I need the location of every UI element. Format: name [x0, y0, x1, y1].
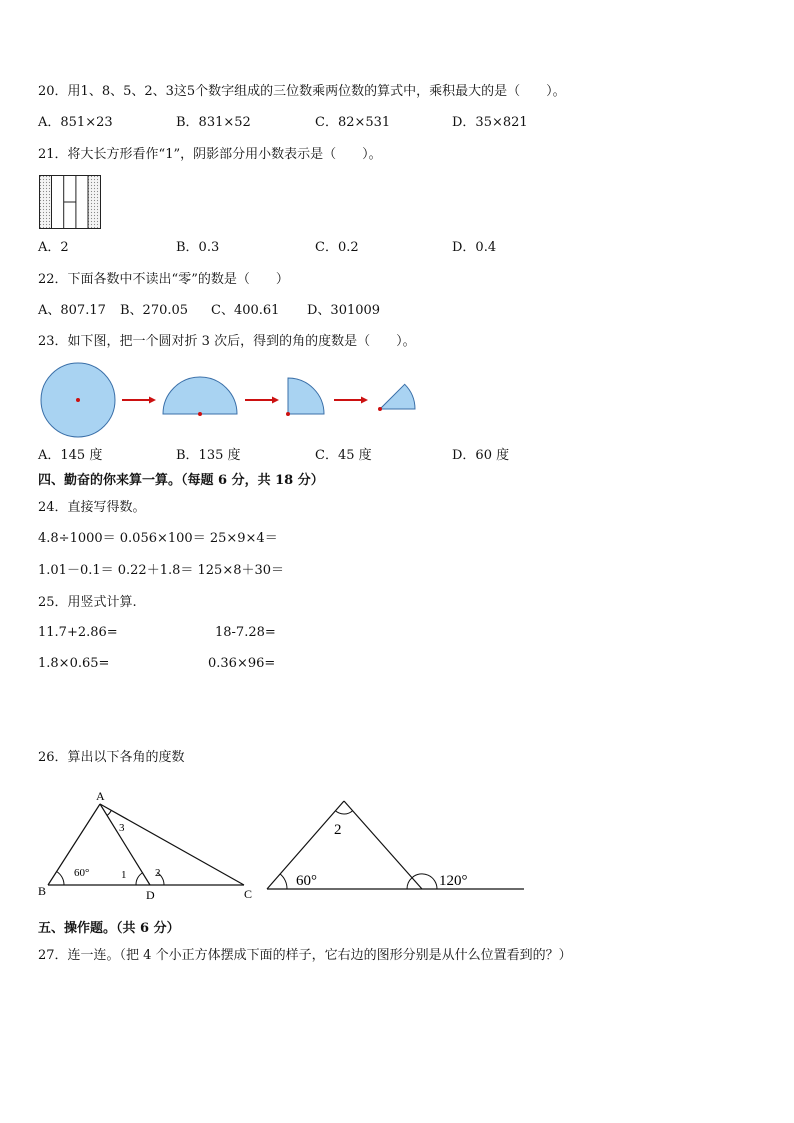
q26-triangle-abc-figure — [36, 788, 261, 903]
q21-option-b: B．0.3 — [176, 240, 220, 255]
quarter-circle-center-dot — [286, 412, 290, 416]
q21-rectangle-figure — [39, 175, 101, 229]
arrow-icon — [149, 397, 156, 404]
angle-1-label: 1 — [121, 869, 127, 881]
vertex-b-label: B — [38, 884, 47, 898]
q26-triangle-exterior-angle-figure — [262, 793, 527, 895]
q25-item-1: 11.7+2.86= — [38, 625, 118, 640]
q23-option-a: A．145 度 — [38, 448, 103, 463]
vertex-a-label: A — [96, 789, 105, 803]
q21-shaded-part-left — [40, 176, 52, 229]
q21-stem: 21．将大长方形看作“1”，阴影部分用小数表示是（ ）。 — [38, 147, 382, 162]
eighth-circle-center-dot — [378, 407, 382, 411]
angle-2-label: 2 — [334, 822, 342, 838]
q27-stem: 27．连一连。（把 4 个小正方体摆成下面的样子，它右边的图形分别是从什么位置看到的？） — [38, 948, 572, 963]
q22-option-d: D、301009 — [307, 303, 381, 318]
half-circle-center-dot — [198, 412, 202, 416]
q22-option-a: A、807.17 — [38, 303, 106, 318]
vertex-d-label: D — [146, 888, 155, 902]
quarter-circle — [288, 378, 324, 414]
q23-option-b: B．135 度 — [176, 448, 241, 463]
q20-option-a: A．851×23 — [38, 115, 113, 130]
q25-item-2: 18-7.28= — [215, 625, 276, 640]
q26-stem: 26．算出以下各角的度数 — [38, 750, 185, 765]
angle-60-label: 60° — [296, 873, 317, 889]
half-circle — [163, 377, 237, 414]
arrow-icon — [361, 397, 368, 404]
q20-option-d: D．35×821 — [452, 115, 528, 130]
q20-stem: 20．用1、8、5、2、3这5个数字组成的三位数乘两位数的算式中，乘积最大的是（ ）。 — [38, 84, 566, 99]
q22-option-b: B、270.05 — [120, 303, 189, 318]
q25-item-4: 0.36×96= — [208, 656, 276, 671]
q23-option-c: C．45 度 — [315, 448, 372, 463]
q25-stem: 25．用竖式计算. — [38, 595, 137, 610]
q23-option-d: D．60 度 — [452, 448, 510, 463]
q20-option-b: B．831×52 — [176, 115, 251, 130]
q25-item-3: 1.8×0.65= — [38, 656, 110, 671]
q22-option-c: C、400.61 — [211, 303, 280, 318]
q24-row-1: 4.8÷1000＝ 0.056×100＝ 25×9×4＝ — [38, 531, 278, 546]
q20-option-c: C．82×531 — [315, 115, 391, 130]
angle-2-label: 2 — [155, 867, 161, 879]
q22-stem: 22．下面各数中不读出“零”的数是（ ） — [38, 272, 289, 287]
q21-option-c: C．0.2 — [315, 240, 359, 255]
q24-row-2: 1.01－0.1＝ 0.22＋1.8＝ 125×8＋30＝ — [38, 563, 285, 578]
section-5-title: 五、操作题。（共 6 分） — [38, 921, 180, 936]
q21-option-d: D．0.4 — [452, 240, 497, 255]
exterior-angle-120-label: 120° — [439, 873, 468, 889]
section-4-title: 四、勤奋的你来算一算。（每题 6 分，共 18 分） — [38, 473, 324, 488]
angle-b-label: 60° — [74, 867, 90, 879]
circle-center-dot — [76, 398, 80, 402]
q23-circle-folding-figure — [38, 362, 423, 438]
q23-stem: 23．如下图，把一个圆对折 3 次后，得到的角的度数是（ ）。 — [38, 334, 416, 349]
angle-3-label: 3 — [119, 822, 125, 834]
q21-shaded-part-right — [88, 176, 100, 229]
q21-option-a: A．2 — [38, 240, 69, 255]
eighth-circle — [380, 384, 415, 409]
arrow-icon — [272, 397, 279, 404]
vertex-c-label: C — [244, 887, 253, 901]
q24-stem: 24．直接写得数。 — [38, 500, 146, 515]
